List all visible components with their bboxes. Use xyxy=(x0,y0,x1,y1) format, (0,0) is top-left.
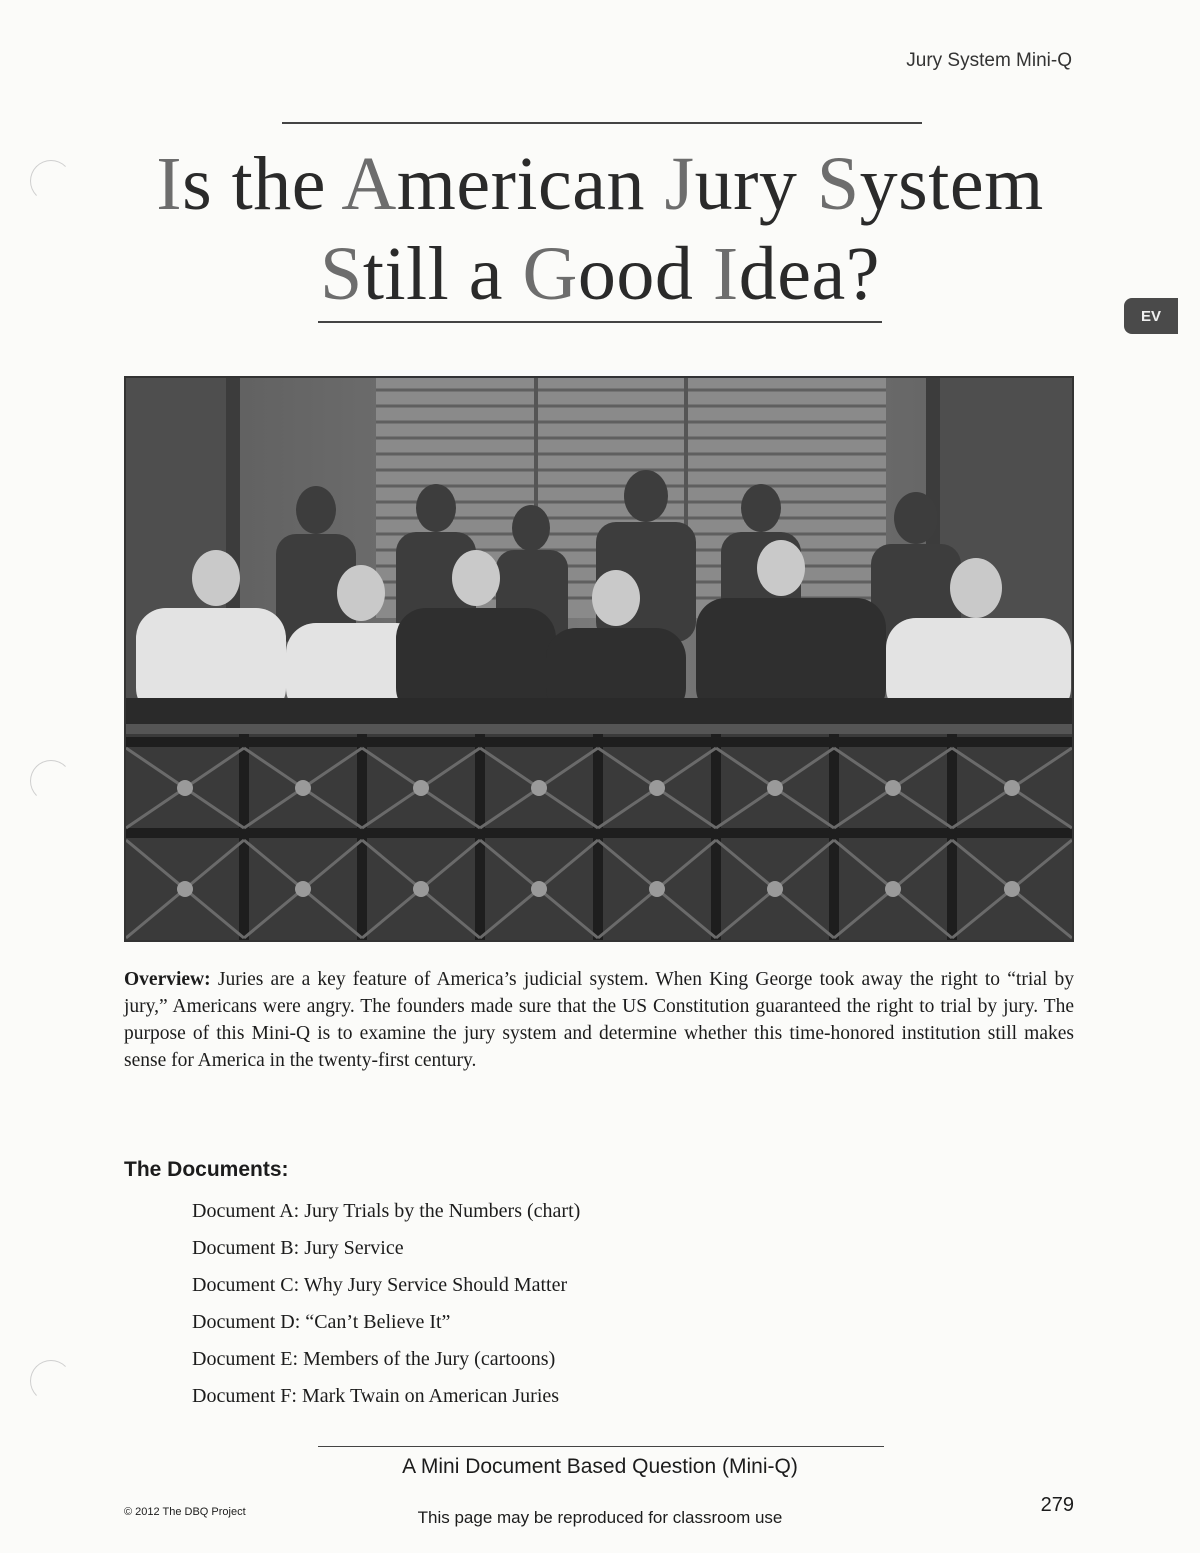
document-item: Document B: Jury Service xyxy=(192,1237,404,1259)
title-rule-bottom xyxy=(318,321,882,323)
ev-tab: EV xyxy=(1124,298,1178,334)
page-title-line-2: Still a Good Idea? xyxy=(320,232,880,316)
binder-hole-bottom xyxy=(30,1360,72,1402)
header-label: Jury System Mini-Q xyxy=(906,50,1072,71)
reproduction-notice: This page may be reproduced for classroom use xyxy=(417,1508,783,1527)
document-item: Document D: “Can’t Believe It” xyxy=(192,1311,451,1333)
footer-rule xyxy=(318,1446,884,1447)
document-item: Document E: Members of the Jury (cartoons) xyxy=(192,1348,556,1370)
copyright-notice: © 2012 The DBQ Project xyxy=(124,1506,246,1518)
overview-label: Overview: xyxy=(124,969,211,990)
documents-list xyxy=(192,1196,580,1418)
jury-photo xyxy=(124,376,1074,942)
document-item: Document C: Why Jury Service Should Matter xyxy=(192,1274,568,1296)
page-number: 279 xyxy=(1040,1494,1074,1516)
binder-hole-middle xyxy=(30,760,72,802)
title-rule-top xyxy=(282,122,922,124)
page-title-line-1: Is the American Jury System xyxy=(156,142,1044,226)
document-item: Document F: Mark Twain on American Juries xyxy=(192,1385,560,1407)
overview-text: Juries are a key feature of America’s judicial system. When King George took away the right to “trial by jury,” Americans were angry. The founders made sure that the US Constitution guaranteed the right to trial by jury. The purpose of this Mini-Q is to examine the jury system and determine whether this time-honored institution still makes sense for America in the twenty-first century. xyxy=(124,969,1075,1071)
footer-title: A Mini Document Based Question (Mini-Q) xyxy=(402,1455,798,1478)
overview-paragraph xyxy=(124,966,1074,1074)
documents-heading: The Documents: xyxy=(124,1158,289,1181)
binder-hole-top xyxy=(30,160,72,202)
document-item: Document A: Jury Trials by the Numbers (chart) xyxy=(192,1200,581,1222)
